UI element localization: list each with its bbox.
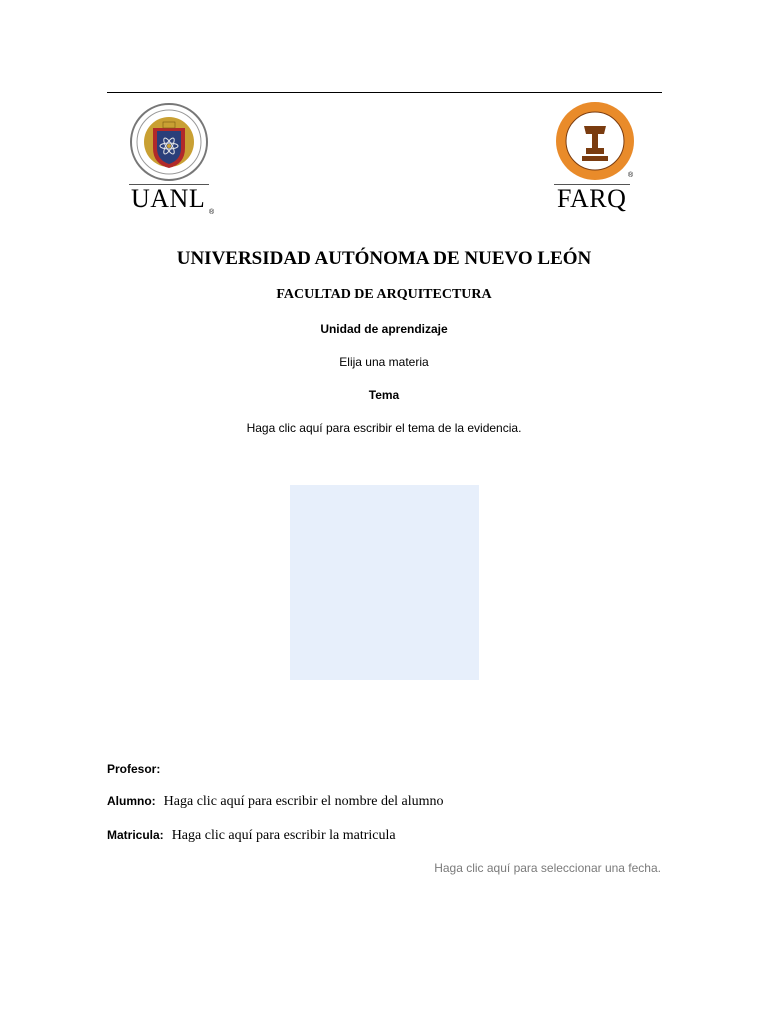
faculty-title: FACULTAD DE ARQUITECTURA bbox=[276, 287, 492, 302]
materia-select[interactable]: Elija una materia bbox=[339, 355, 429, 369]
matricula-row bbox=[107, 828, 396, 844]
tema-label: Tema bbox=[368, 388, 400, 402]
alumno-label: Alumno: bbox=[107, 794, 156, 808]
top-rule bbox=[107, 92, 662, 93]
uanl-logo-text: UANL bbox=[131, 184, 206, 213]
profesor-label: Profesor: bbox=[107, 762, 161, 776]
profesor-row bbox=[107, 762, 160, 776]
alumno-input[interactable]: Haga clic aquí para escribir el nombre del alumno bbox=[163, 794, 444, 809]
date-picker[interactable]: Haga clic aquí para seleccionar una fecha. bbox=[434, 861, 661, 875]
tema-input[interactable]: Haga clic aquí para escribir el tema de la evidencia. bbox=[246, 421, 522, 435]
farq-registered-mark: ® bbox=[628, 172, 634, 179]
matricula-input[interactable]: Haga clic aquí para escribir la matricula bbox=[171, 828, 396, 843]
farq-seal-icon bbox=[552, 100, 636, 184]
uanl-registered-mark: ® bbox=[209, 209, 215, 216]
alumno-row bbox=[107, 794, 444, 810]
farq-logo-text: FARQ bbox=[557, 184, 627, 213]
uanl-seal-icon bbox=[127, 98, 217, 184]
farq-logo bbox=[552, 100, 636, 218]
image-placeholder[interactable] bbox=[290, 485, 479, 680]
uanl-logo bbox=[127, 98, 217, 220]
unidad-label: Unidad de aprendizaje bbox=[320, 322, 448, 336]
matricula-label: Matricula: bbox=[107, 828, 164, 842]
university-title: UNIVERSIDAD AUTÓNOMA DE NUEVO LEÓN bbox=[176, 248, 592, 269]
